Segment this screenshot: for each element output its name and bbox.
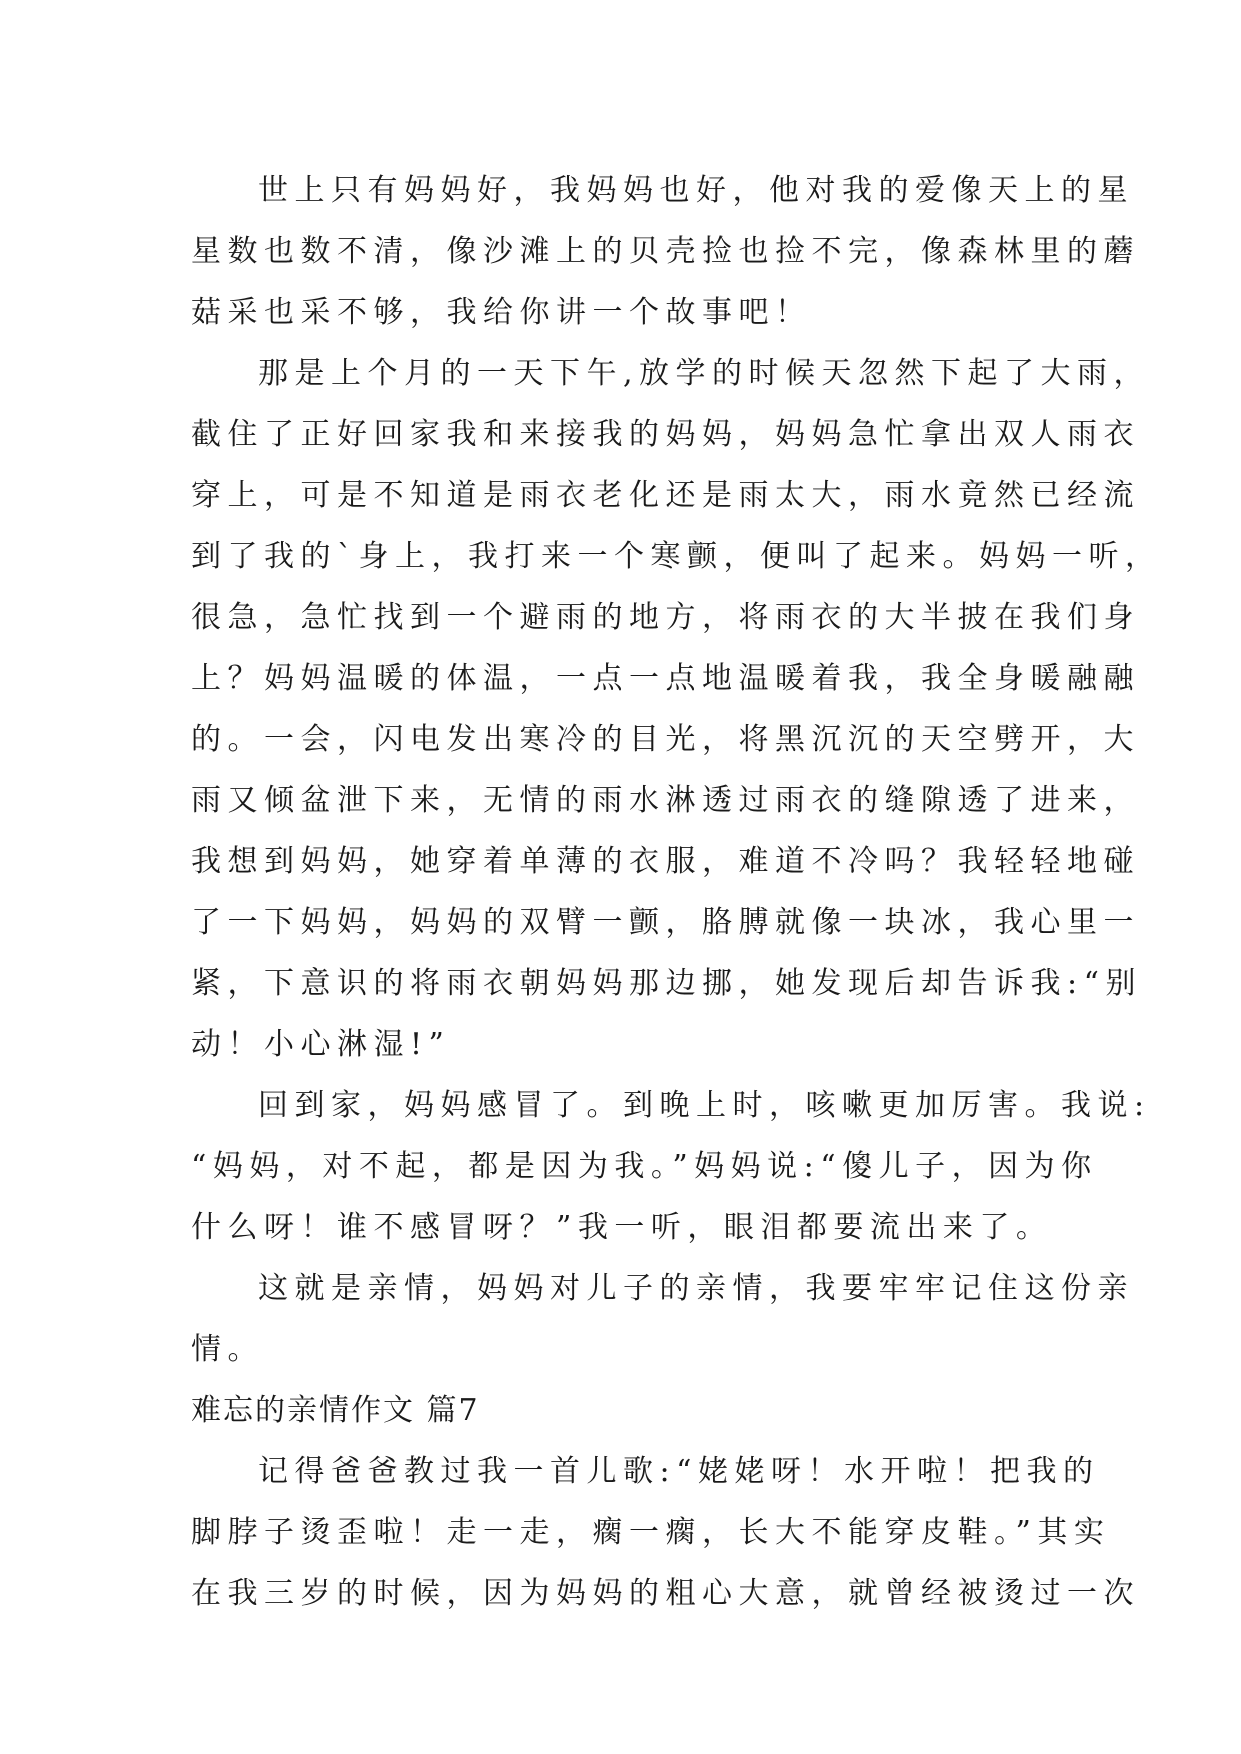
paragraph-2-line-11: 紧，下意识的将雨衣朝妈妈那边挪，她发现后却告诉我:“别 [191,966,1142,1001]
paragraph-2-line-9: 我想到妈妈，她穿着单薄的衣服，难道不冷吗？我轻轻地碰 [191,844,1140,879]
paragraph-5-line-2: 脚脖子烫歪啦！走一走，瘸一瘸，长大不能穿皮鞋。”其实 [191,1515,1111,1550]
paragraph-3-line-1: 回到家，妈妈感冒了。到晚上时，咳嗽更加厉害。我说: [258,1088,1151,1123]
paragraph-4-line-2: 情。 [191,1332,264,1367]
paragraph-2-line-1: 那是上个月的一天下午,放学的时候天忽然下起了大雨， [258,356,1151,391]
paragraph-1-line-1: 世上只有妈妈好，我妈妈也好，他对我的爱像天上的星 [258,173,1134,208]
paragraph-2-line-4: 到了我的`身上，我打来一个寒颤，便叫了起来。妈妈一听， [191,539,1162,574]
paragraph-2-line-10: 了一下妈妈，妈妈的双臂一颤，胳膊就像一块冰，我心里一 [191,905,1140,940]
paragraph-2-line-5: 很急，急忙找到一个避雨的地方，将雨衣的大半披在我们身 [191,600,1140,635]
paragraph-5-line-3: 在我三岁的时候，因为妈妈的粗心大意，就曾经被烫过一次 [191,1576,1140,1611]
document-body [191,160,1162,1624]
paragraph-3-line-3: 什么呀！谁不感冒呀？”我一听，眼泪都要流出来了。 [191,1210,1053,1245]
paragraph-2-line-8: 雨又倾盆泄下来，无情的雨水淋透过雨衣的缝隙透了进来， [191,783,1140,818]
paragraph-2-line-3: 穿上，可是不知道是雨衣老化还是雨太大，雨水竟然已经流 [191,478,1140,513]
paragraph-4-line-1: 这就是亲情，妈妈对儿子的亲情，我要牢牢记住这份亲 [258,1271,1134,1306]
paragraph-2-line-2: 截住了正好回家我和来接我的妈妈，妈妈急忙拿出双人雨衣 [191,417,1140,452]
paragraph-2-line-7: 的。一会，闪电发出寒冷的目光，将黑沉沉的天空劈开，大 [191,722,1140,757]
paragraph-3-line-2: “妈妈，对不起，都是因为我。”妈妈说:“傻儿子，因为你 [191,1149,1098,1184]
section-heading: 难忘的亲情作文 篇7 [191,1393,480,1428]
paragraph-2-line-12: 动！小心淋湿!” [191,1027,451,1062]
paragraph-1-line-2: 星数也数不清，像沙滩上的贝壳捡也捡不完，像森林里的蘑 [191,234,1140,269]
paragraph-2-line-6: 上？妈妈温暖的体温，一点一点地温暖着我，我全身暖融融 [191,661,1140,696]
paragraph-1-line-3: 菇采也采不够，我给你讲一个故事吧！ [191,295,812,330]
paragraph-5-line-1: 记得爸爸教过我一首儿歌:“姥姥呀！水开啦！把我的 [258,1454,1100,1489]
